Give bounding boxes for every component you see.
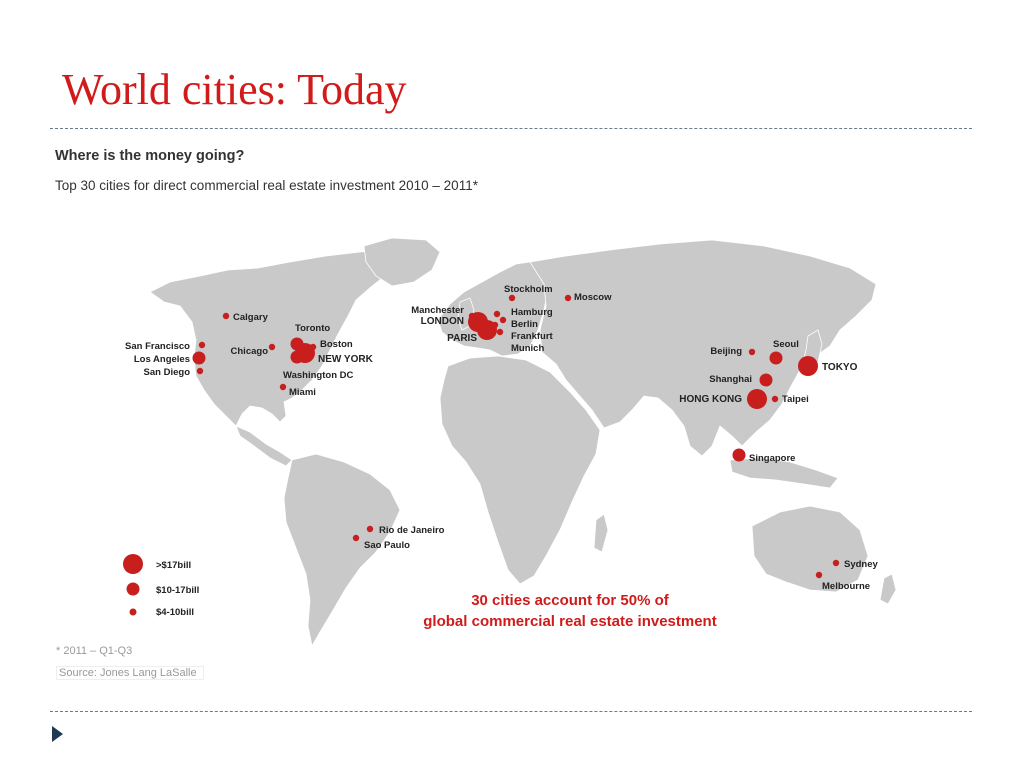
city-label-berlin: Berlin xyxy=(511,319,538,330)
city-label-toronto: Toronto xyxy=(295,323,331,334)
city-label-singapore: Singapore xyxy=(749,453,796,464)
legend-dot-small xyxy=(130,609,137,616)
city-label-moscow: Moscow xyxy=(574,292,612,303)
city-label-calgary: Calgary xyxy=(233,312,268,323)
city-label-seoul: Seoul xyxy=(773,339,799,350)
city-label-boston: Boston xyxy=(320,339,353,350)
city-dot-beijing xyxy=(749,349,755,355)
city-dot-chicago xyxy=(269,344,275,350)
city-dot-los-angeles xyxy=(193,352,206,365)
city-dot-calgary xyxy=(223,313,229,319)
city-dot-rio-de-janeiro xyxy=(367,526,373,532)
city-dot-washington-dc xyxy=(291,351,304,364)
city-label-paris: PARIS xyxy=(447,333,477,344)
australia xyxy=(752,506,871,592)
city-dot-sydney xyxy=(833,560,839,566)
bullet-arrow-icon xyxy=(52,726,63,742)
city-dot-hong-kong xyxy=(747,389,767,409)
city-label-washington-dc: Washington DC xyxy=(283,370,354,381)
city-dot-san-diego xyxy=(197,368,203,374)
city-label-munich: Munich xyxy=(511,343,545,354)
city-dot-shanghai xyxy=(760,374,773,387)
city-label-frankfurt: Frankfurt xyxy=(511,331,553,342)
city-label-hong-kong: HONG KONG xyxy=(679,394,742,405)
city-label-hamburg: Hamburg xyxy=(511,307,553,318)
city-dot-san-francisco xyxy=(199,342,205,348)
city-label-melbourne: Melbourne xyxy=(822,581,871,592)
source-note: Source: Jones Lang LaSalle xyxy=(56,666,204,680)
city-label-sydney: Sydney xyxy=(844,559,878,570)
city-label-san-francisco: San Francisco xyxy=(125,341,190,352)
city-dot-berlin xyxy=(500,317,506,323)
footnote: * 2011 – Q1-Q3 xyxy=(56,645,133,657)
figure-subheading: Top 30 cities for direct commercial real estate investment 2010 – 2011* xyxy=(55,178,478,193)
city-label-stockholm: Stockholm xyxy=(504,284,553,295)
city-label-tokyo: TOKYO xyxy=(822,362,858,373)
madagascar xyxy=(594,514,608,552)
city-label-san-diego: San Diego xyxy=(143,367,190,378)
legend-dot-large xyxy=(123,554,143,574)
legend-label-large: >$17bill xyxy=(156,560,192,571)
city-dot-miami xyxy=(280,384,286,390)
legend-label-small: $4-10bill xyxy=(156,607,195,618)
city-label-new-york: NEW YORK xyxy=(318,354,373,365)
city-dot-tokyo xyxy=(798,356,818,376)
callout-line-2: global commercial real estate investment xyxy=(423,613,717,630)
city-label-los-angeles: Los Angeles xyxy=(133,354,190,365)
city-dot-sao-paulo xyxy=(353,535,359,541)
landmasses xyxy=(150,238,896,646)
city-label-manchester: Manchester xyxy=(411,305,464,316)
city-label-london: LONDON xyxy=(420,316,464,327)
city-dot-seoul xyxy=(770,352,783,365)
city-label-sao-paulo: Sao Paulo xyxy=(364,540,410,551)
city-label-chicago: Chicago xyxy=(230,346,268,357)
callout-text xyxy=(400,590,740,632)
city-dot-taipei xyxy=(772,396,778,402)
city-dot-hamburg xyxy=(494,311,500,317)
city-label-taipei: Taipei xyxy=(782,394,809,405)
city-dot-stockholm xyxy=(509,295,515,301)
city-label-shanghai: Shanghai xyxy=(709,374,752,385)
slide-title: World cities: Today xyxy=(62,65,407,114)
city-dot-frankfurt xyxy=(492,322,498,328)
callout-line-1: 30 cities account for 50% of xyxy=(471,592,669,609)
city-dot-munich xyxy=(497,329,503,335)
legend-label-medium: $10-17bill xyxy=(156,585,200,596)
legend-dot-medium xyxy=(127,583,140,596)
new-zealand xyxy=(880,574,896,604)
legend xyxy=(123,554,199,618)
city-label-beijing: Beijing xyxy=(710,346,742,357)
city-dot-moscow xyxy=(565,295,571,301)
figure-heading: Where is the money going? xyxy=(55,148,245,164)
city-label-rio-de-janeiro: Rio de Janeiro xyxy=(379,525,445,536)
city-dot-singapore xyxy=(733,449,746,462)
bottom-divider xyxy=(50,711,972,712)
city-label-miami: Miami xyxy=(289,387,316,398)
north-america xyxy=(150,250,398,426)
central-america xyxy=(236,426,292,466)
city-dot-melbourne xyxy=(816,572,822,578)
